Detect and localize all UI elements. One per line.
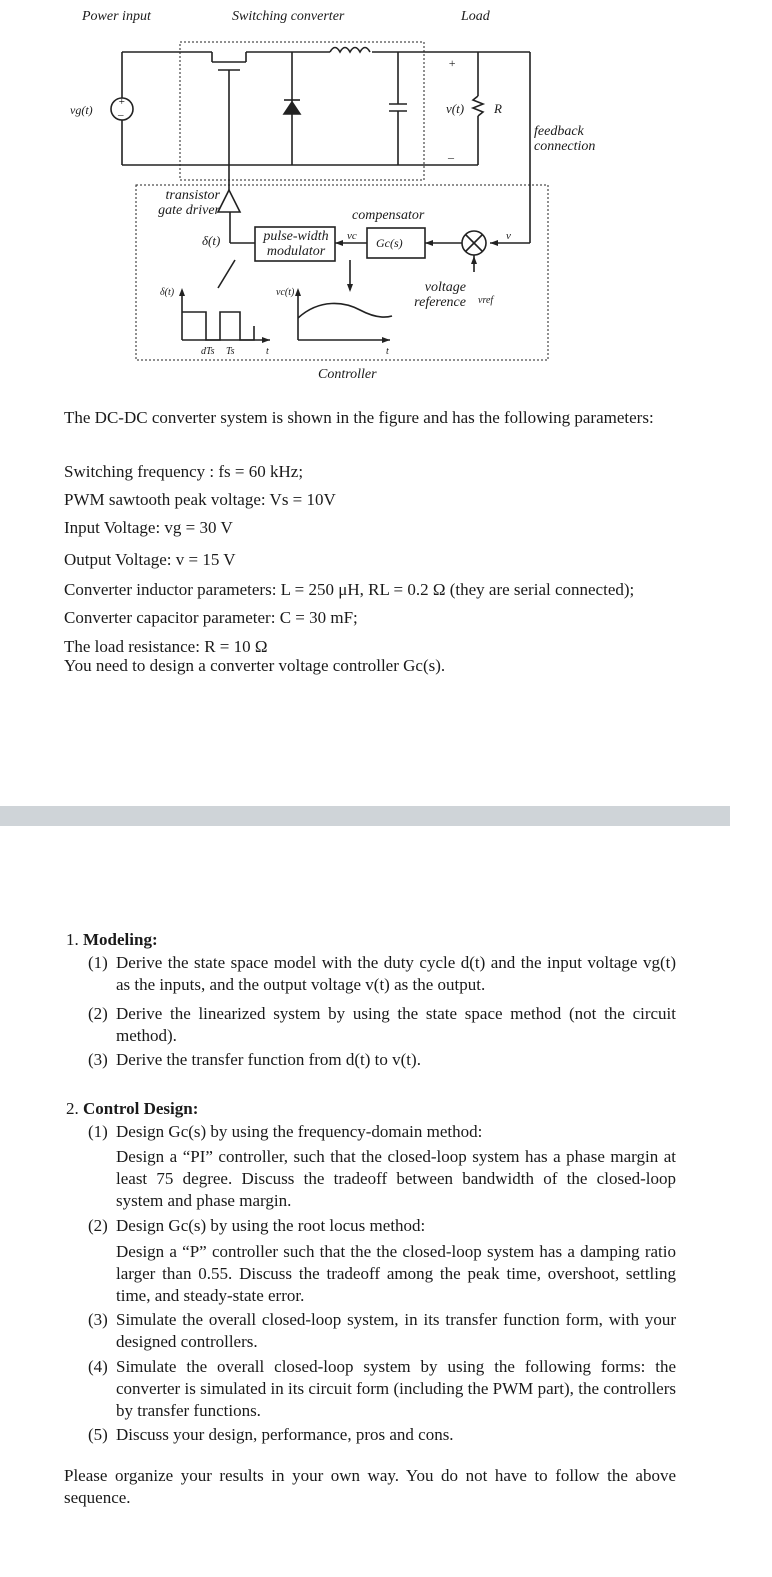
section1-item-3: (3) Derive the transfer function from d(t) to v(t). [88, 1050, 421, 1069]
circuit-schematic [0, 0, 772, 400]
section2-item-3: (3) Simulate the overall closed-loop system, in its transfer function form, with your designed controllers. [88, 1310, 676, 1351]
plus-label: + [448, 56, 457, 70]
v-label: v [506, 230, 511, 242]
load-resistance: The load resistance: R = 10 Ω [64, 637, 268, 656]
section1-title: Modeling: [83, 930, 158, 949]
section2-item-5: (5) Discuss your design, performance, pros and cons. [88, 1425, 454, 1444]
vc-label: vc [347, 230, 357, 242]
section2-item-1-detail: Design a “PI” controller, such that the closed-loop system has a phase margin at least 75 degree. Discuss the tradeoff between bandwidth of the closed-loop system and phase margin. [116, 1147, 676, 1210]
voltage-reference-label: voltage reference [414, 280, 466, 310]
closing-note: Please organize your results in your own way. You do not have to follow the above sequence. [64, 1466, 676, 1507]
section1-header [66, 930, 158, 950]
switching-converter-label: Switching converter [232, 9, 345, 24]
vg-label: vg(t) [70, 103, 93, 117]
t-axis-label-2: t [386, 346, 389, 357]
section1-number: 1. [66, 930, 79, 949]
feedback-label: feedback connection [534, 124, 596, 154]
source-minus: – [118, 109, 124, 121]
section-divider [0, 806, 730, 826]
ts-label: Ts [226, 346, 235, 357]
task-statement: You need to design a converter voltage controller Gc(s). [64, 656, 446, 675]
section2-item-4: (4) Simulate the overall closed-loop system by using the following forms: the converter is simulated in its circuit form (including the PWM part), the controllers by transfer functions. [88, 1357, 676, 1420]
section2-item-2: (2) Design Gc(s) by using the root locus method: [88, 1216, 426, 1235]
source-plus: + [118, 96, 126, 108]
r-label: R [494, 101, 502, 116]
pwm-peak-voltage: PWM sawtooth peak voltage: Vs = 10V [64, 490, 336, 509]
section1-item-1: (1) Derive the state space model with the duty cycle d(t) and the input voltage vg(t) as the inputs, and the output voltage v(t) as the output. [88, 953, 676, 994]
dts-label: dTs [201, 346, 215, 357]
delta-label: δ(t) [202, 233, 221, 248]
capacitor-parameter: Converter capacitor parameter: C = 30 mF; [64, 608, 358, 627]
vref-label: vref [478, 295, 494, 306]
inductor-parameters: Converter inductor parameters: L = 250 μH, RL = 0.2 Ω (they are serial connected); [64, 580, 635, 599]
load-label: Load [461, 9, 490, 24]
compensator-label: compensator [352, 208, 425, 223]
minus-label: – [448, 150, 454, 164]
output-voltage: Output Voltage: v = 15 V [64, 550, 236, 569]
gc-label: Gc(s) [376, 236, 403, 250]
power-input-label: Power input [82, 9, 151, 24]
section2-number: 2. [66, 1099, 79, 1118]
vt-label: v(t) [446, 101, 465, 116]
section2-title: Control Design: [83, 1099, 199, 1118]
section2-header [66, 1099, 198, 1119]
switching-frequency: Switching frequency : fs = 60 kHz; [64, 462, 304, 481]
input-voltage: Input Voltage: vg = 30 V [64, 518, 233, 537]
vc-axis-label: vc(t) [276, 287, 295, 298]
controller-label: Controller [318, 367, 377, 382]
section2-item-1: (1) Design Gc(s) by using the frequency-domain method: [88, 1122, 483, 1141]
section2-item-2-detail: Design a “P” controller such that the the closed-loop system has a damping ratio larger than 0.55. Discuss the tradeoff among the peak time, overshoot, settling time, and steady-state error. [116, 1242, 676, 1305]
circuit-diagram [0, 0, 772, 400]
pwm-label: pulse-width modulator [263, 229, 329, 259]
intro-paragraph: The DC-DC converter system is shown in the figure and has the following parameters: [64, 408, 654, 427]
gate-driver-label: transistor gate driver [158, 188, 220, 218]
delta-axis-label: δ(t) [160, 287, 175, 298]
section1-item-2: (2) Derive the linearized system by using the state space method (not the circuit method). [88, 1004, 676, 1045]
t-axis-label-1: t [266, 346, 269, 357]
